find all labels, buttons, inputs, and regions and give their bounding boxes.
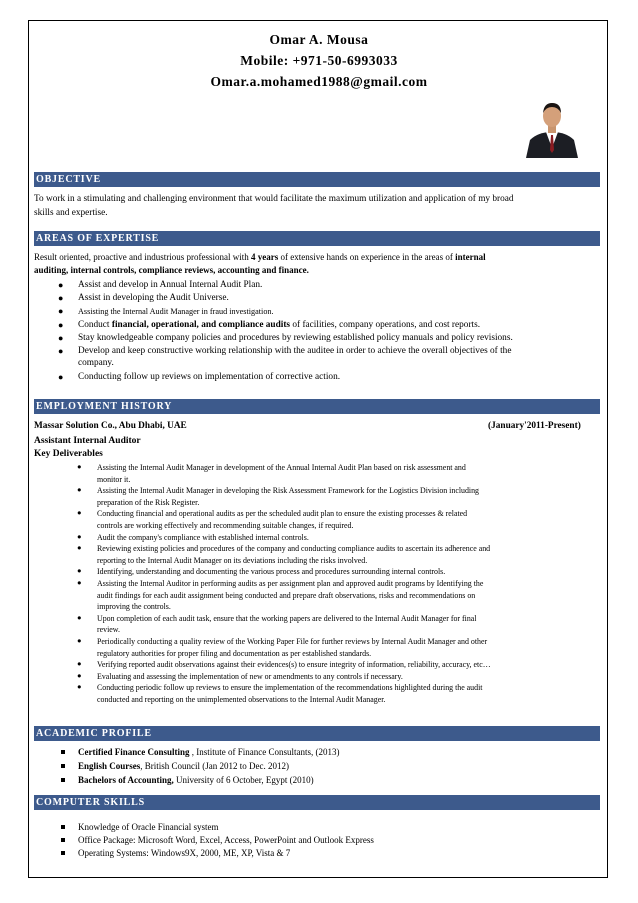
expertise-item-cont: company. <box>78 358 114 368</box>
job-title: Assistant Internal Auditor <box>34 436 141 446</box>
bullet-icon: ● <box>77 462 82 471</box>
bullet-icon: ● <box>58 280 64 290</box>
bullet-icon: ● <box>77 670 82 680</box>
academic-item: Bachelors of Accounting, University of 6 October, Egypt (2010) <box>78 775 314 785</box>
square-bullet-icon <box>61 825 65 829</box>
deliverable-line: Identifying, understanding and documenting the various process and procedures surrounding internal controls. <box>97 567 446 577</box>
employment-period: (January'2011-Present) <box>488 421 581 431</box>
email-address[interactable]: Omar.a.mohamed1988@gmail.com <box>210 74 428 89</box>
square-bullet-icon <box>61 778 65 782</box>
candidate-name: Omar A. Mousa <box>269 32 369 47</box>
deliverable-line: controls are working effectively and recommending suitable changes, if required. <box>97 521 354 530</box>
objective-line-2: skills and expertise. <box>34 208 108 218</box>
deliverable-line: Evaluating and assessing the implementation of new or amendments to any controls if necessary. <box>97 671 403 681</box>
computer-skill-item: Operating Systems: Windows9X, 2000, ME, XP, Vista & 7 <box>78 848 291 858</box>
deliverable-line: audit findings for each audit assignment being conducted and prepare draft observations, risks and recommendations on <box>97 590 476 600</box>
bullet-icon: ● <box>77 578 82 587</box>
bullet-icon: ● <box>77 531 82 541</box>
expertise-item: Assist in developing the Audit Universe. <box>78 293 229 303</box>
expertise-item: Develop and keep constructive working relationship with the auditee in order to achieve the overall objectives of the <box>78 346 512 356</box>
deliverable-line: Verifying reported audit observations against their evidences(s) to ensure integrity of information, reliability, accuracy, etc… <box>97 660 491 670</box>
deliverable-line: monitor it. <box>97 474 131 484</box>
expertise-item: Assisting the Internal Audit Manager in fraud investigation. <box>78 307 274 316</box>
square-bullet-icon <box>61 838 65 842</box>
deliverable-line: review. <box>97 625 120 635</box>
academic-item: English Courses, British Council (Jan 2012 to Dec. 2012) <box>78 761 290 771</box>
expertise-item: Conducting follow up reviews on implementation of corrective action. <box>78 372 341 382</box>
deliverable-line: Conducting periodic follow up reviews to ensure the implementation of the recommendations highlighted during the audit <box>97 683 483 693</box>
bullet-icon: ● <box>77 659 82 669</box>
bullet-icon: ● <box>58 320 64 330</box>
square-bullet-icon <box>61 764 65 768</box>
deliverable-line: Assisting the Internal Auditor in performing audits as per assignment plan and approved audit programs by Identifying the <box>97 579 484 588</box>
bullet-icon: ● <box>77 636 82 645</box>
profile-photo <box>518 90 586 158</box>
section-academic: ACADEMIC PROFILE <box>34 726 600 741</box>
deliverable-line: Upon completion of each audit task, ensure that the working papers are delivered to the Internal Audit Manager for final <box>97 613 477 623</box>
section-objective: OBJECTIVE <box>34 172 600 187</box>
deliverables-heading: Key Deliverables <box>34 449 103 459</box>
deliverable-line: preparation of the Risk Register. <box>97 497 200 507</box>
deliverable-line: reporting to the Internal Audit Manager on its deviations including the risks involved. <box>97 555 368 565</box>
deliverable-line: regulatory authorities for proper filing and documentation as per established standards. <box>97 648 372 658</box>
expertise-item: Stay knowledgeable company policies and procedures by reviewing established policy manuals and policy revisions. <box>78 333 513 343</box>
deliverable-line: improving the controls. <box>97 602 171 612</box>
computer-skill-item: Office Package: Microsoft Word, Excel, Access, PowerPoint and Outlook Express <box>78 835 374 845</box>
expertise-item-conduct: Conduct financial, operational, and compliance audits of facilities, company operations, and cost reports. <box>78 320 481 330</box>
square-bullet-icon <box>61 750 65 754</box>
bullet-icon: ● <box>58 333 64 343</box>
deliverable-line: Periodically conducting a quality review of the Working Paper File for further reviews by Internal Audit Manager and other <box>97 637 488 646</box>
bullet-icon: ● <box>77 566 82 576</box>
square-bullet-icon <box>61 851 65 855</box>
bullet-icon: ● <box>58 346 64 356</box>
deliverable-line: conducted and reporting on the unimplemented observations to the Internal Audit Manager. <box>97 695 386 704</box>
expertise-intro-line-1: Result oriented, proactive and industrious professional with 4 years of extensive hands on experience in the areas of internal <box>34 252 486 262</box>
section-employment: EMPLOYMENT HISTORY <box>34 399 600 414</box>
deliverable-line: Assisting the Internal Audit Manager in development of the Annual Internal Audit Plan based on risk assessment and <box>97 463 466 472</box>
bullet-icon: ● <box>77 612 82 622</box>
bullet-icon: ● <box>58 306 64 316</box>
expertise-intro-line-2: auditing, internal controls, compliance reviews, accounting and finance. <box>34 265 309 275</box>
bullet-icon: ● <box>58 372 64 382</box>
expertise-item: Assist and develop in Annual Internal Audit Plan. <box>78 280 263 290</box>
section-expertise: AREAS OF EXPERTISE <box>34 231 600 246</box>
bullet-icon: ● <box>77 508 82 518</box>
bullet-icon: ● <box>77 682 82 692</box>
objective-line-1: To work in a stimulating and challenging environment that would facilitate the maximum utilization and application of my broad <box>34 194 514 204</box>
bullet-icon: ● <box>77 485 82 495</box>
bullet-icon: ● <box>77 543 82 553</box>
deliverable-line: Reviewing existing policies and procedures of the company and conducting compliance audits to ascertain its adherence and <box>97 544 491 554</box>
section-computer-skills: COMPUTER SKILLS <box>34 795 600 810</box>
deliverable-line: Assisting the Internal Audit Manager in developing the Risk Assessment Framework for the Logistics Division including <box>97 486 479 496</box>
mobile-number: Mobile: +971-50-6993033 <box>240 53 398 68</box>
bullet-icon: ● <box>58 293 64 303</box>
deliverable-line: Conducting financial and operational audits as per the scheduled audit plan to ensure the existing processes & related <box>97 509 468 519</box>
academic-item: Certified Finance Consulting , Institute of Finance Consultants, (2013) <box>78 747 340 757</box>
computer-skill-item: Knowledge of Oracle Financial system <box>78 822 219 832</box>
employer: Massar Solution Co., Abu Dhabi, UAE <box>34 421 187 431</box>
deliverable-line: Audit the company's compliance with established internal controls. <box>97 532 309 542</box>
